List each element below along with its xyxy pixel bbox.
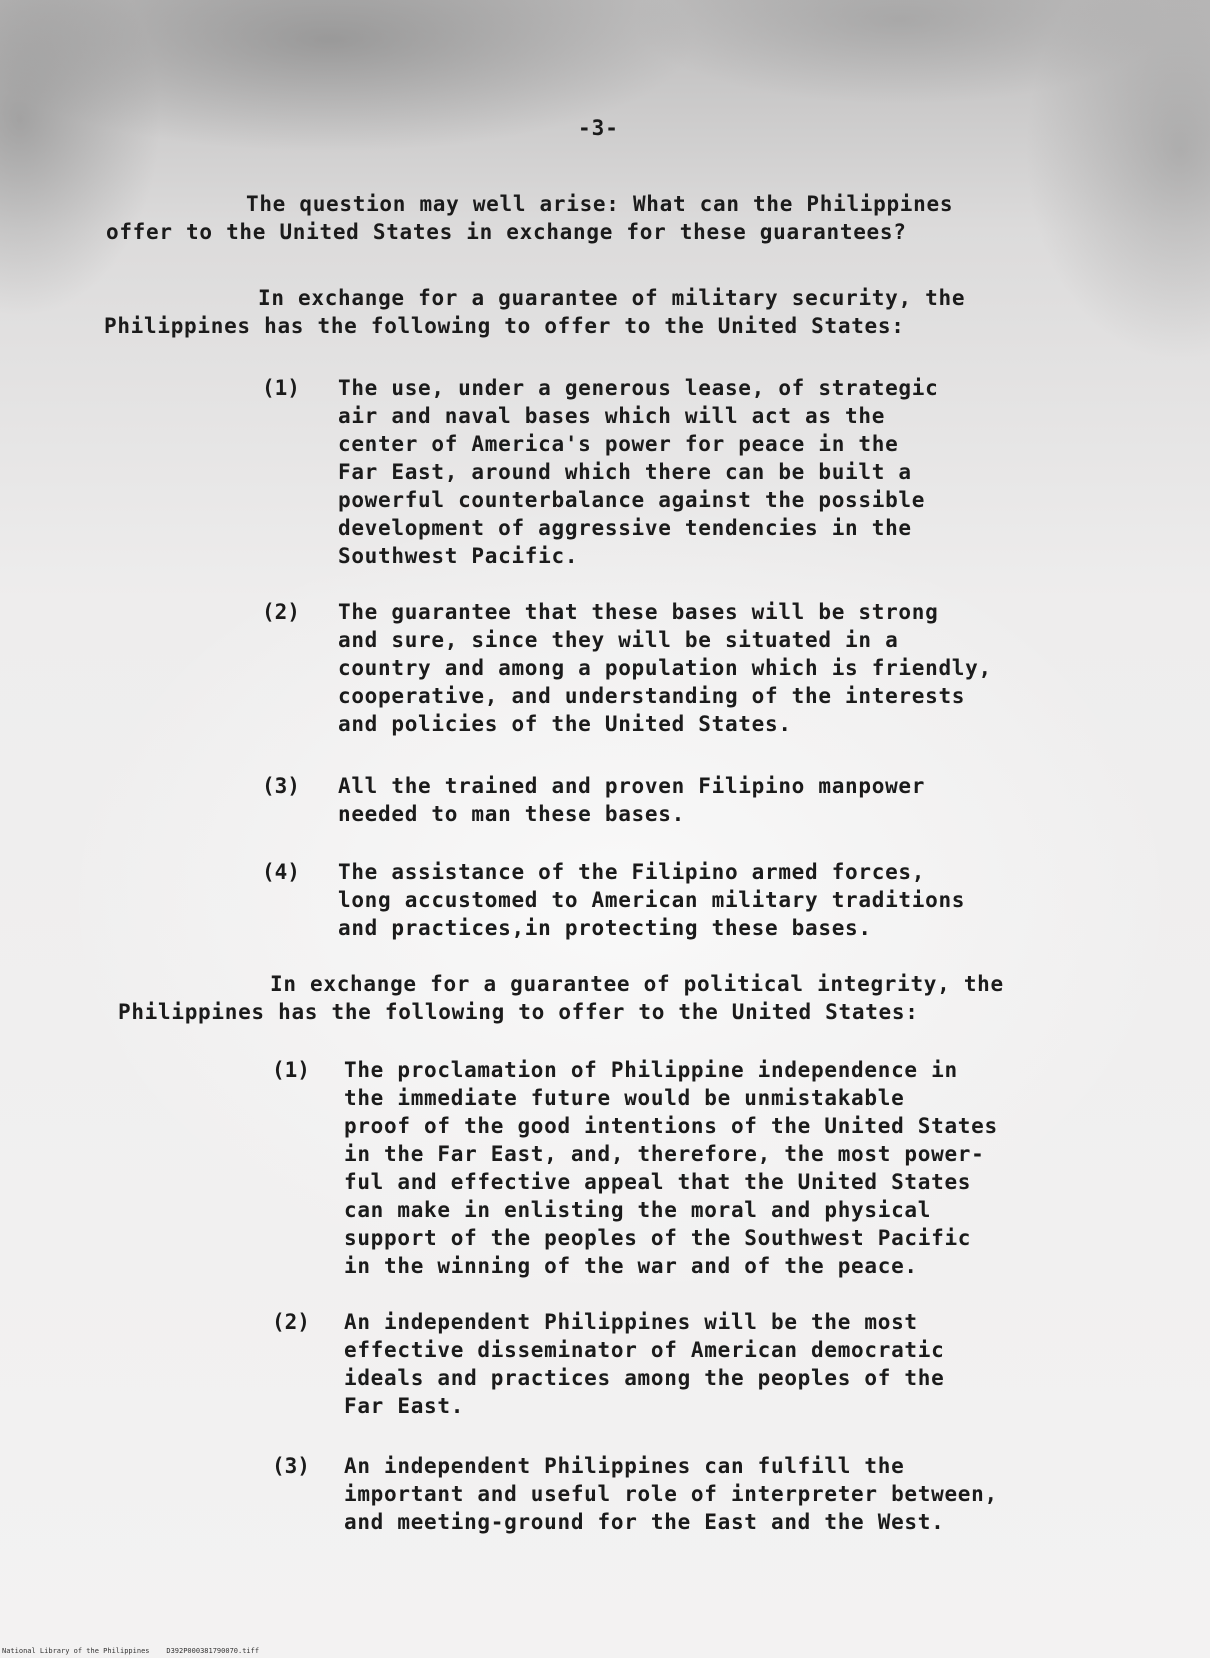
item-text: The guarantee that these bases will be strong and sure, since they will be situated in a country and among a population which is friendly, cooperative, and understanding of the interests and policies of the United States. bbox=[338, 600, 992, 736]
item-number: (3) bbox=[272, 1454, 310, 1478]
item-number: (2) bbox=[272, 1310, 310, 1334]
political-heading-line-1: In exchange for a guarantee of political integrity, the bbox=[270, 972, 1004, 996]
item-number: (3) bbox=[262, 774, 300, 798]
item-text: An independent Philippines will be the most effective disseminator of American democratic ideals and practices among the peoples of the Far East. bbox=[344, 1310, 945, 1418]
item-number: (1) bbox=[272, 1058, 310, 1082]
scan-footer: National Library of the Philippines D392P000381790070.tiff bbox=[2, 1647, 260, 1655]
item-text: The use, under a generous lease, of strategic air and naval bases which will act as the center of America's power for peace in the Far East, around which there can be built a powerful counterbalance against the possible development of aggressive tendencies in the Southwest Pacific. bbox=[338, 376, 939, 568]
item-number: (2) bbox=[262, 600, 300, 624]
item-text: All the trained and proven Filipino manpower needed to man these bases. bbox=[338, 774, 926, 826]
item-text: The proclamation of Philippine independence in the immediate future would be unmistakable proof of the good intentions of the United States in the Far East, and, therefore, the most power- ful and effective appeal that the United States can make in enlisting the moral and physical support of the peoples of the Southwest Pacific in the winning of the war and of the peace. bbox=[344, 1058, 998, 1278]
political-heading-line-2: Philippines has the following to offer to the United States: bbox=[118, 1000, 919, 1024]
item-text: The assistance of the Filipino armed forces, long accustomed to American military traditions and practices,in protecting these bases. bbox=[338, 860, 966, 940]
item-number: (1) bbox=[262, 376, 300, 400]
military-heading-line-1: In exchange for a guarantee of military security, the bbox=[258, 286, 966, 310]
page-number: -3- bbox=[578, 116, 619, 140]
intro-line-1: The question may well arise: What can the Philippines bbox=[246, 192, 954, 216]
item-text: An independent Philippines can fulfill the important and useful role of interpreter between, and meeting-ground for the East and the West. bbox=[344, 1454, 998, 1534]
intro-line-2: offer to the United States in exchange for these guarantees? bbox=[106, 220, 907, 244]
item-number: (4) bbox=[262, 860, 300, 884]
military-heading-line-2: Philippines has the following to offer to the United States: bbox=[104, 314, 905, 338]
